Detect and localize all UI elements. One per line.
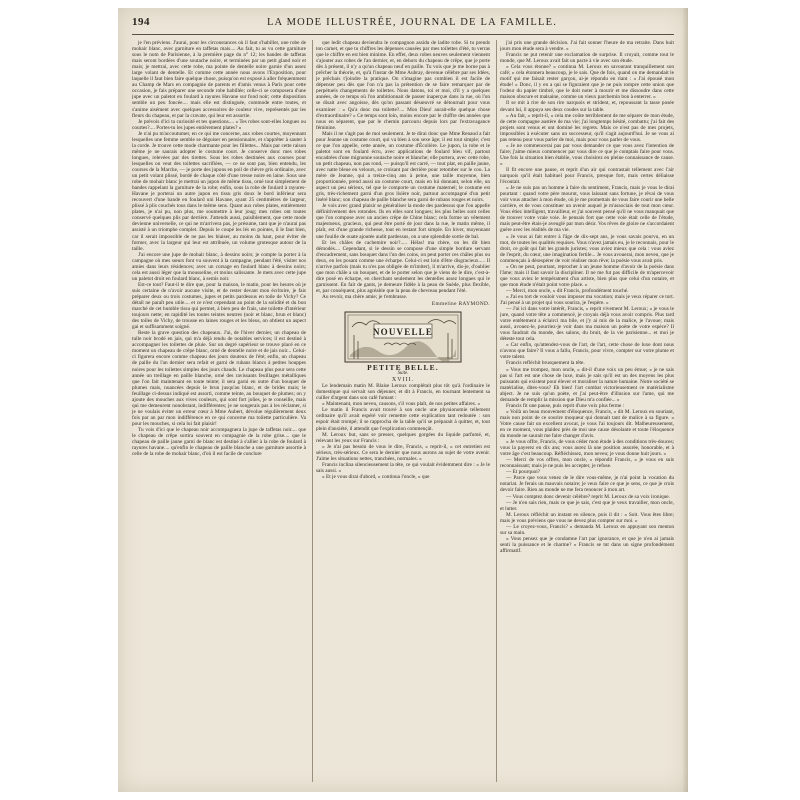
paragraph: « J'ai eu tort de vouloir vous imposer ma vocation; mais je veux réparer ce tort. J'ai pensé à un projet qui vous sourira, je l'espère. » — [500, 293, 674, 307]
paragraph: Et les châles de cachemire noir?..... Hélas! ma chère, on les dit bien démodés.... Cependant, si le dessin se compose d'une simple bordure servant d'encadrement, sans bouquet dans l'un des coins, on peut porter ces châles plus ou deux, en les posant comme une écharpe. Celui-ci est loin d'être disgracieux..... Il n'arrive parfois (mais tu n'es pas obligée de m'imiter), il m'arrive, dis-je, d'oublier que mon châle a un bouquet, et de le porter selon que je viens de le dire, c'est-à-dire posé en écharpe, en cherchant seulement les dentelles assez longues qui le garnissent. En fait de gants, je demeure fidèle à la peau de Suède, plus flexible, et, par conséquent, plus agréable que la peau de chevreau pendant l'été. — [316, 239, 490, 294]
paragraph: Il fit encore une pause, et reprit d'un air qui contrastait tellement avec l'air narquois qu'il était habituel pour Francis, presque fort, mais certes déliaisse l'écoutait. — [500, 166, 674, 186]
paragraph: — Le croyez-vous, Francis? » demanda M. Leroux en appuyant son menton sur sa main. — [500, 523, 674, 536]
paragraph: — Vous comptez donc devenir célèbre? reprit M. Leroux de sa voix ironique. — [506, 493, 670, 500]
paragraph: Je vois avec grand plaisir se généraliser la mode des pardessus que l'on appelle définitivement des rotondes. Ils en elles sont longues; les plus belles sont celles que l'on compose avec un ancien crêpe de Chine blanc; cela forme un vêtement majestueux, gracieux, qui peut être porté de jour dans la rue, le matin même, il plaît, est d'une grande richesse, tout en restant fort simple. En hiver, moyennant une fouille de ouate ajoutée audit pardessus, on a une splendide sortie de bal. — [316, 203, 490, 240]
paragraph: Francis inclina silencieusement la tête, ce qui voulait évidemment dire : « Je le sais aussi. » — [316, 461, 490, 474]
signature: Emmeline RAYMOND. — [431, 301, 490, 308]
story-title: PETITE BELLE. — [367, 363, 439, 373]
nouvelle-banner-illustration — [344, 311, 462, 363]
paragraph: « Voilà un beau mouvement d'éloquence, Francis, » dit M. Leroux en souriant, mais non point de ce sourire moqueur qui donnait tant de malice à sa figure. « Votre cause fait un excellent avocat, je vous l'ai toujours dit. Malheureusement, en ce moment, vous plaidez près de moi une cause désolante et toute l'éloquence du monde ne saurait me faire changer d'avis. — [500, 408, 674, 440]
page-number: 194 — [132, 16, 150, 28]
paragraph: « Au fait, » reprit-il, « cela me coûte terriblement de me séparer de mon étude, de cette compagne austère de ma vie; j'ai longtemps hésité, combattu; j'ai fait des projets sont venus et ont dominé les regrets. Mais ce n'est pas de mes projets, impossibles à exécuter sans un successeur, qu'il s'agit aujourd'hui. Je ne vous ai pas retenu pour vous parler de moi, mais pour vous parler de vous. — [500, 112, 674, 143]
journal-title: LA MODE ILLUSTRÉE, JOURNAL DE LA FAMILLE. — [266, 17, 558, 28]
paragraph: — Parce que vous venez de le dire vous-même, je n'ai point la vocation du notariat. Je ferais un mauvais notaire; je veux faire ce que je sens, ce que je crois devoir faire. Rien au monde ne me fera renoncer à mon art. — [500, 475, 674, 494]
nouvelle-label: NOUVELLE — [372, 327, 434, 338]
paragraph: Le lendemain matin M. Blaise Leroux complétait plus tôt qu'à l'ordinaire le domestique qui servait son déjeuner, et dit à Francis, en tournant lentement sa cuiller d'argent dans son café fumant : — [316, 383, 490, 402]
paragraph: « On ne peut, pourtant, reprocher à un jeune homme d'avoir de la poésie dans l'âme; mais il faut savoir la discipliner. Il ne me fut pas difficile de m'apercevoir que vous aviez le tempérament d'un artiste, bien plus que celui d'un notaire, et que mon étude n'était point votre place. » — [500, 263, 674, 288]
paragraph: « Maintenant, mon neveu, causons, s'il vous plaît, de nos petites affaires. » — [322, 401, 481, 408]
paragraph: j'ai pris une grande décision. J'ai fait sonner l'heure de ma retraite. Dans huit jours mon étude sera à vendre. » — [500, 40, 674, 53]
paragraph: « Vous me trompez, mon oncle, » dit-il d'une voix un peu émue; « je ne sais pas si l'art est une chose de luxe, mais je sais qu'il est un des moyens les plus puissants qui existent pour élever et moraliser la nature humaine. Notre société se matérialise, dites-vous? Eh bien! l'art combat victorieusement ce matérialisme abject. Je ne suis qu'un poète, et j'ai peut-être d'illusion sur l'ame, qui me demande de remplir la mission que Dieu m'a confiée... » — [500, 366, 674, 403]
paragraph: M. Leroux réfléchit un instant en silence, puis il dit : « Soit. Vous êtes libre; mais je vous préviens que vous ne devez plus compter sur moi. » — [500, 511, 674, 524]
paragraph: Je prévois d'ici ta curiosité et tes questions.... « Tes robes sont-elles longues ou courtes?.... Portes-tu les jupes entièrement plates? » — [132, 118, 306, 131]
paragraph: Je n'ai pu m'accoutumer, en ce qui me concerne, aux robes courtes, moyennant lesquelles une femme semble se déguiser en pensionnaire, et s'apprêter à sauter à la corde. Je trouve cette mode charmante pour les fillettes... Mais par cette raison même je ne saurais adopter le costume court. Je conserve donc mes robes longues, relevées par des tirettes. Sous les robes destinées aux courses pour lesquelles on veut des toilettes sacrifiées, — ce ne sont pas, bien entendu, les courses de la Marche, — je porte des jupons en poil de chèvre gris ordinaire, avec un petit volant plissé, bordé de chaque côté d'une tresse noire en laine. Sous une robe de mohair blanc je mettrai un jupon de même tissu, orné tout simplement de bandes rappelant la garniture de la robe; enfin, sous la robe de foulard à rayures-Havane je porterai un autre jupon en tissu gris doux le bord inférieur sera recouvert d'une bande en foulard uni Havane, ayant 25 centimètres de largeur, plissé à plis couchés tous dans le même sens. Quant aux robes plates, entièrement plates, je n'ai pu, non plus, me soumettre à leur joug; mes robes ont toutes conservé quelques plis par derrière. J'attends aussi, paisiblement, que cette mode devienne universelle, ce qui ne m'arrivera pas, je présume, tant que je n'aurai pas assisté à un triomphe complet. Depuis le coupé les lés en pointes, il le faut bien, car il serait impossible de ne pas les biaiser, au moins du haut, pour éviter de former, avec la largeur qui leur est attribuée, un volume grotesque autour de la taille. — [132, 130, 306, 252]
paragraph: Au revoir, ma chère amie; je t'embrasse. — [322, 293, 408, 300]
paragraph: Mais il ne s'agit pas de moi seulement. Je te dirai donc que Mme Renaud a fait pour Jeanne un costume court, qui va bien à son sexe âge; il est tout simple; c'est ce que l'on appelle, cette année, un costume d'Écolière. Le jupon, la robe et le paletot sont en foulard écru, avec applications de foulard bleu vif, partout encadrées d'une mignonne soutache noire et blanche; elle portera, avec cette robe, un petit chapeau, non pas rond, — puisqu'il est carré, — tout plat, en paille jaune, avec natte bleue en velours, se croisant par derrière pour retomber sur le cou. La mère de Jeanne, qui a treize-cinq ans à peine, une taille moyenne, bien proportionnée, prend aussi un costume court, mais en lui donnant, selon elle, un aspect un peu sérieux, tel que le comporte un costume maternel; le costume est gris, très-richement garni d'un gros lisière noir, partout accompagné d'un petit liséré blanc; son chapeau de paille blanche sera garni de rubans rouges et noirs. — [316, 130, 490, 204]
paragraph: « Cela vous étonne? » continua M. Leroux en savourant tranquillement son café; « cela étonnera beaucoup, je le sais. Que de fois, quand on me demandait le motif qui me faisait rester garçon, ai-je répondu en riant : « J'ai épousé mon étude! » Donc, il y en a qui se figuraient que je ne puis rompre cette union que l'odeur du papier timbré, que le doit noter à mourir et me dissoudre dans cette maison obscure et malsaine, comme un vieux parchemin bon à enterrer. » — [500, 64, 674, 101]
paragraph: « Je vous offre, Francis, de vous céder mon étude à des conditions très-douces; vous la payerez en dix ans; vous aurez là une position assurée, honorable, et à votre âge c'est beaucoup. Réfléchissez, mon neveu; je vous donne huit jours. » — [500, 439, 674, 458]
paragraph: Francis refléchit brusquement la tête. — [506, 360, 585, 367]
paragraph: que ledit chapeau deviendra le compagnon assidu de ladite robe. Si tu prends ton carnet, et que tu chiffres les dépenses causées par mes toilettes d'été, tu verras que le chiffre en est bien minime. En effet, deux robes neuves seulement viennent s'ajouter aux robes de l'an dernier, et, en dehors du chapeau de crêpe, que je porte dès à présent, il n'y a qu'un chapeau neuf en paille. Tu vois que je me borne pas à prêcher la théorie, et, qu'à l'instar de Mme Aubray, devenue célèbre par ses Idées, je prêchais t'joindre la pratique. On s'imagine pas combien il est facile de dépenser peu dès que l'on n'a pas la prétention de se faire remarquer par de perpétuels changements de toilettes. Nous datons, toi et moi, d'il y a quelques années, de ce temps où l'on ambitionnait de passer inaperçue dans la rue, où l'on se disait avec angoisse, dès qu'on passant désœuvré se détournait pour vous examiner : « Qu'a donc ma toilette?.... Mon Dieu! aurait-elle quelque chose d'extraordinaire? » Ce temps sont loin, moins encore par le chiffre des années que nous en séparent, que par le chemin parcouru depuis lors par l'extravagance féminine. — [316, 40, 490, 131]
paragraph: « Je ne commencerai pas par vous demander ce que vous avez l'intention de faire; j'aime mieux commencer par vous dire ce que je comptais faire pour vous. Une fois la situation bien établie, vous choisirez en pleine connaissance de cause. » — [500, 142, 674, 167]
header-rule — [132, 34, 674, 35]
story-subtitle: Suite. — [397, 371, 409, 377]
paragraph: « Je ne suis pas un homme à faire du sentiment, Francis, mais je vous le dirai pourtant : quand votre père mourut, vous laissant sans fortune, je rêvai de vous voir vous attacher à mon étude, où je me promettais de vous faire courir une belle carrière, et de vous constituer un avenir auquel je m'associais de tout mon cœur. Vous étiez intelligent, travailleur, et j'ai souvent pensé qu'il ne vous manquait que de trouver votre vraie voie. Je pensais fort que cette voie était celle de l'étude, mais peut-être étais-je aveuglé par mon désir. Vos rêves de gloire ne s'accordaient guère avec les réalités de ma vie. — [500, 185, 674, 234]
paragraph: — J'ai ici dans votre intérêt, Francis, » reprit vivement M. Leroux; « je vous le jure, quand votre tête a commencé, je croyais déjà vous avoir compris. Plus tard votre entêtement a éclairci ma bile, et j'y ai mis de la malice, je l'avoue; mais aussi, avouez-le, pourriez-je voir dans ma maison un poète de votre espèce? Il vous faudrait du monde, des salons, du bruit, de la vie parisienne... et moi je déteste tout cela. — [500, 306, 674, 343]
page-edge-shadow — [682, 8, 688, 792]
newspaper-page — [118, 8, 688, 792]
column-2 — [316, 40, 490, 782]
nouvelle-vignette — [344, 311, 462, 363]
column-divider — [312, 40, 313, 782]
paragraph: — Merci, mon oncle, » dit Francis, profondément touché. — [506, 287, 629, 294]
paragraph: J'ai encore une jupe de mohair blanc, à dessins noirs; je compte la porter à la campagne où mes sœurs font vu souvent à la campagne, pendant l'été, visiter nos amies dans leurs résidences; avec un corsage en foulard blanc à dessins noirs; cela est aussi léger que la mousseline, et moins salissante. Je mets avec cette jupe un paletot droit en foulard blanc, à semis noir. — [132, 251, 306, 282]
paragraph: « Vous pensez que je condamne l'art par ignorance, et que je n'en ai jamais senti la puissance et le charme? » Francis se tut dans un signe profondément affirmatif. — [500, 535, 674, 554]
paragraph: « Je vous ai fait entrer à l'âge de dix-sept ans, je vous savais pourvu, en un mot, de toutes les qualités requises. Vous n'avez jamais eu, je le reconnais, pour le droit, ce goût qui fait les grands juristes; vous aviez mieux que cela : vous aviez de l'esprit, du cœur, une imagination fertile... Je vous avouerai, mon neveu, que je commençais à désespérer de voir réaliser mon rêve; la poésie vous avait pris. — [500, 233, 674, 264]
column-divider — [496, 40, 497, 782]
paragraph: — Je n'en sais rien, mais ce que je sais, c'est que je veux travailler, mon oncle, et lutter. — [500, 499, 674, 512]
paragraph: « Et je vous dirai d'abord, » continua l'oncle, « que — [322, 473, 430, 480]
paragraph: — Merci de vos offres, mon oncle, » répondit Francis, « je vous en suis reconnaissant; mais je ne puis les accepter, je refuse. — [500, 457, 674, 470]
paragraph: — Et pourquoi? — [506, 469, 541, 476]
paragraph: je l'en préviens. J'aurai, pour les circonstances où il faut s'habiller, une robe de mohair blanc, avec garniture en taffetas mais.... Au fait, tu as vu cette garniture sous le nom de Parisienne, à la première page du n° 12; les bandes de taffetas mais seront bordées d'une soutache noire, et terminées par un petit gland noir et mais; je mettrai, avec cette robe, ma pointe de dentelle noire garnie d'un assez large volant de dentelle. Et comme cette année nous avons l'Exposition, pour laquelle il faut bien faire quelque chose, puisqu'on est exposé à aller fréquemment au Champ de Mars en compagnie de parents et d'amis venus à Paris pour cette occasion, je fais préparer une seconde robe habillée; celle-ci se composera d'une jupe avec un paletot en foulard à rayures Havane sur fond noir; cette disposition semble un peu foncée.... mais elle est distinguée, commode entre toutes, et s'anime aisément avec quelques accessoires de couleur vive, représentés par les fleurs du chapeau, et par la cravate, qui leur est assortie. — [132, 40, 306, 119]
paragraph: Francis ne put retenir une exclamation de surprise. Il croyait, comme tout le monde, que M. Leroux avait fait un pacte à vie avec son étude. — [500, 52, 674, 65]
paragraph: Il se mit à rire de son rire narquois et strident, et, repoussant la tasse posée devant lui, il appuya ses deux coudes sur la table. — [500, 100, 674, 113]
column-3 — [500, 40, 674, 782]
chapter-number: XVIII. — [391, 377, 415, 384]
paragraph: Est-ce tout? Faut-il te dire que, pour la maison, le matin, pour les heures où je suis certaine de n'avoir aucune visite, et de rester devant mon écritoire, je fais préparer deux ou trois costumes, jupes et petits pardessus en toile de Vichy? Ce détail ne paraît peu utile.... et ce n'est cependant au point de la solidité et du bon marché de cet humble tissu qui permet, à bien peu de frais, une toilette d'intérieur toujours nette; en rapidité les toutes teintes neutres (noir et blanc, brun et blanc) des toiles de Vichy, de trousse en laines rouges et les bleus, on obtient un aspect gai et suffisamment soigné. — [132, 281, 306, 331]
paragraph: « Car enfin, qu'attendez-vous de l'art, de l'art, cette chose de luxe dont nous n'avons que faire? Il vous a fallu, Francis, pour vivre, compter sur votre plume et votre talent. — [500, 342, 674, 361]
paragraph: M. Leroux but, sans se presser, quelques gorgées du liquide parfumé, et, relevant les yeux sur Francis : — [316, 431, 490, 444]
paragraph: « Je n'ai pas besoin de vous le dire, Francis, » reprit-il, « cet entretien est sérieux, très-sérieux. Ce sera le dernier que nous aurons au sujet de votre avenir. J'aime les situations nettes, tranchées, normales. » — [316, 443, 490, 462]
column-1 — [132, 40, 306, 782]
paragraph: Tu vois d'ici que le chapeau noir accompagnera la jupe de taffetas noir.... que le chapeau de crêpe sortira souvent en compagnie de la robe grise.... que le chapeau de paille jaune garni de blanc est destiné à s'allier à la robe de foulard à rayures havane.... qu'enfin le chapeau de paille blanche a une garniture assortie à celle de la robe de mohair blanc, d'où il est facile de conclure — [132, 427, 306, 458]
paragraph: Le matin il Francis avait trouvé à son oncle une physionomie tellement ordinaire qu'il avait espéré voir remettre cette explication tant redoutée : son espoir était trompé; il se rapprocha de la table qu'il se préparait à quitter, et, tout plein d'anxiété, il attendit que l'explication commençât. — [316, 407, 490, 432]
paragraph: Reste la grave question des chapeaux. J'ai, de l'hiver dernier, un chapeau de tulle noir brodé en jais, qui m'a déjà rendu de notables services; il est destiné à accompagner les toilettes de pluie. Sur un degré supérieur se trouve placé en ce moment un chapeau de crêpe blanc, orné de dentelle noire et de jais noir... Celui-ci figurera encore comme chapeau des jours douteux de l'été; enfin, un chapeau de paille du l'an dernier sera refait et garni de rubans blancs à petites houppes noires pour les toilettes simples des jours chauds. Le chapeau plus pour sera cette année un treillage en paille blanche, orné des ravissants feuillages métalliques que l'on fait maintenant en toute teinte; il sera garni en outre d'un bouquet de plumes mais, nuancées depuis le brun jusqu'au blanc, et de brides mais; le feuillage ci-dessus indiqué est assorti, comme teinte, au bouquet de plumes; on y ajoute des mouches aux vives couleurs, qui sont fort jolies, je te conseille, mais qui me demeurent nonobstant, indifférentes; je ne songerais pas à les réclamer, si je ne voulais éviter un erreur cœur à Mme Aubert, dévolue régulièrement deux fois par an par mon indifférence en ce qui concerne ma toilette particulière. Va pour les mouches, si cela lui fait plaisir! — [132, 330, 306, 427]
page-header — [132, 16, 674, 32]
paragraph: Francis fit une pause, puis reprit d'une voix plus ferme : — [506, 402, 625, 409]
